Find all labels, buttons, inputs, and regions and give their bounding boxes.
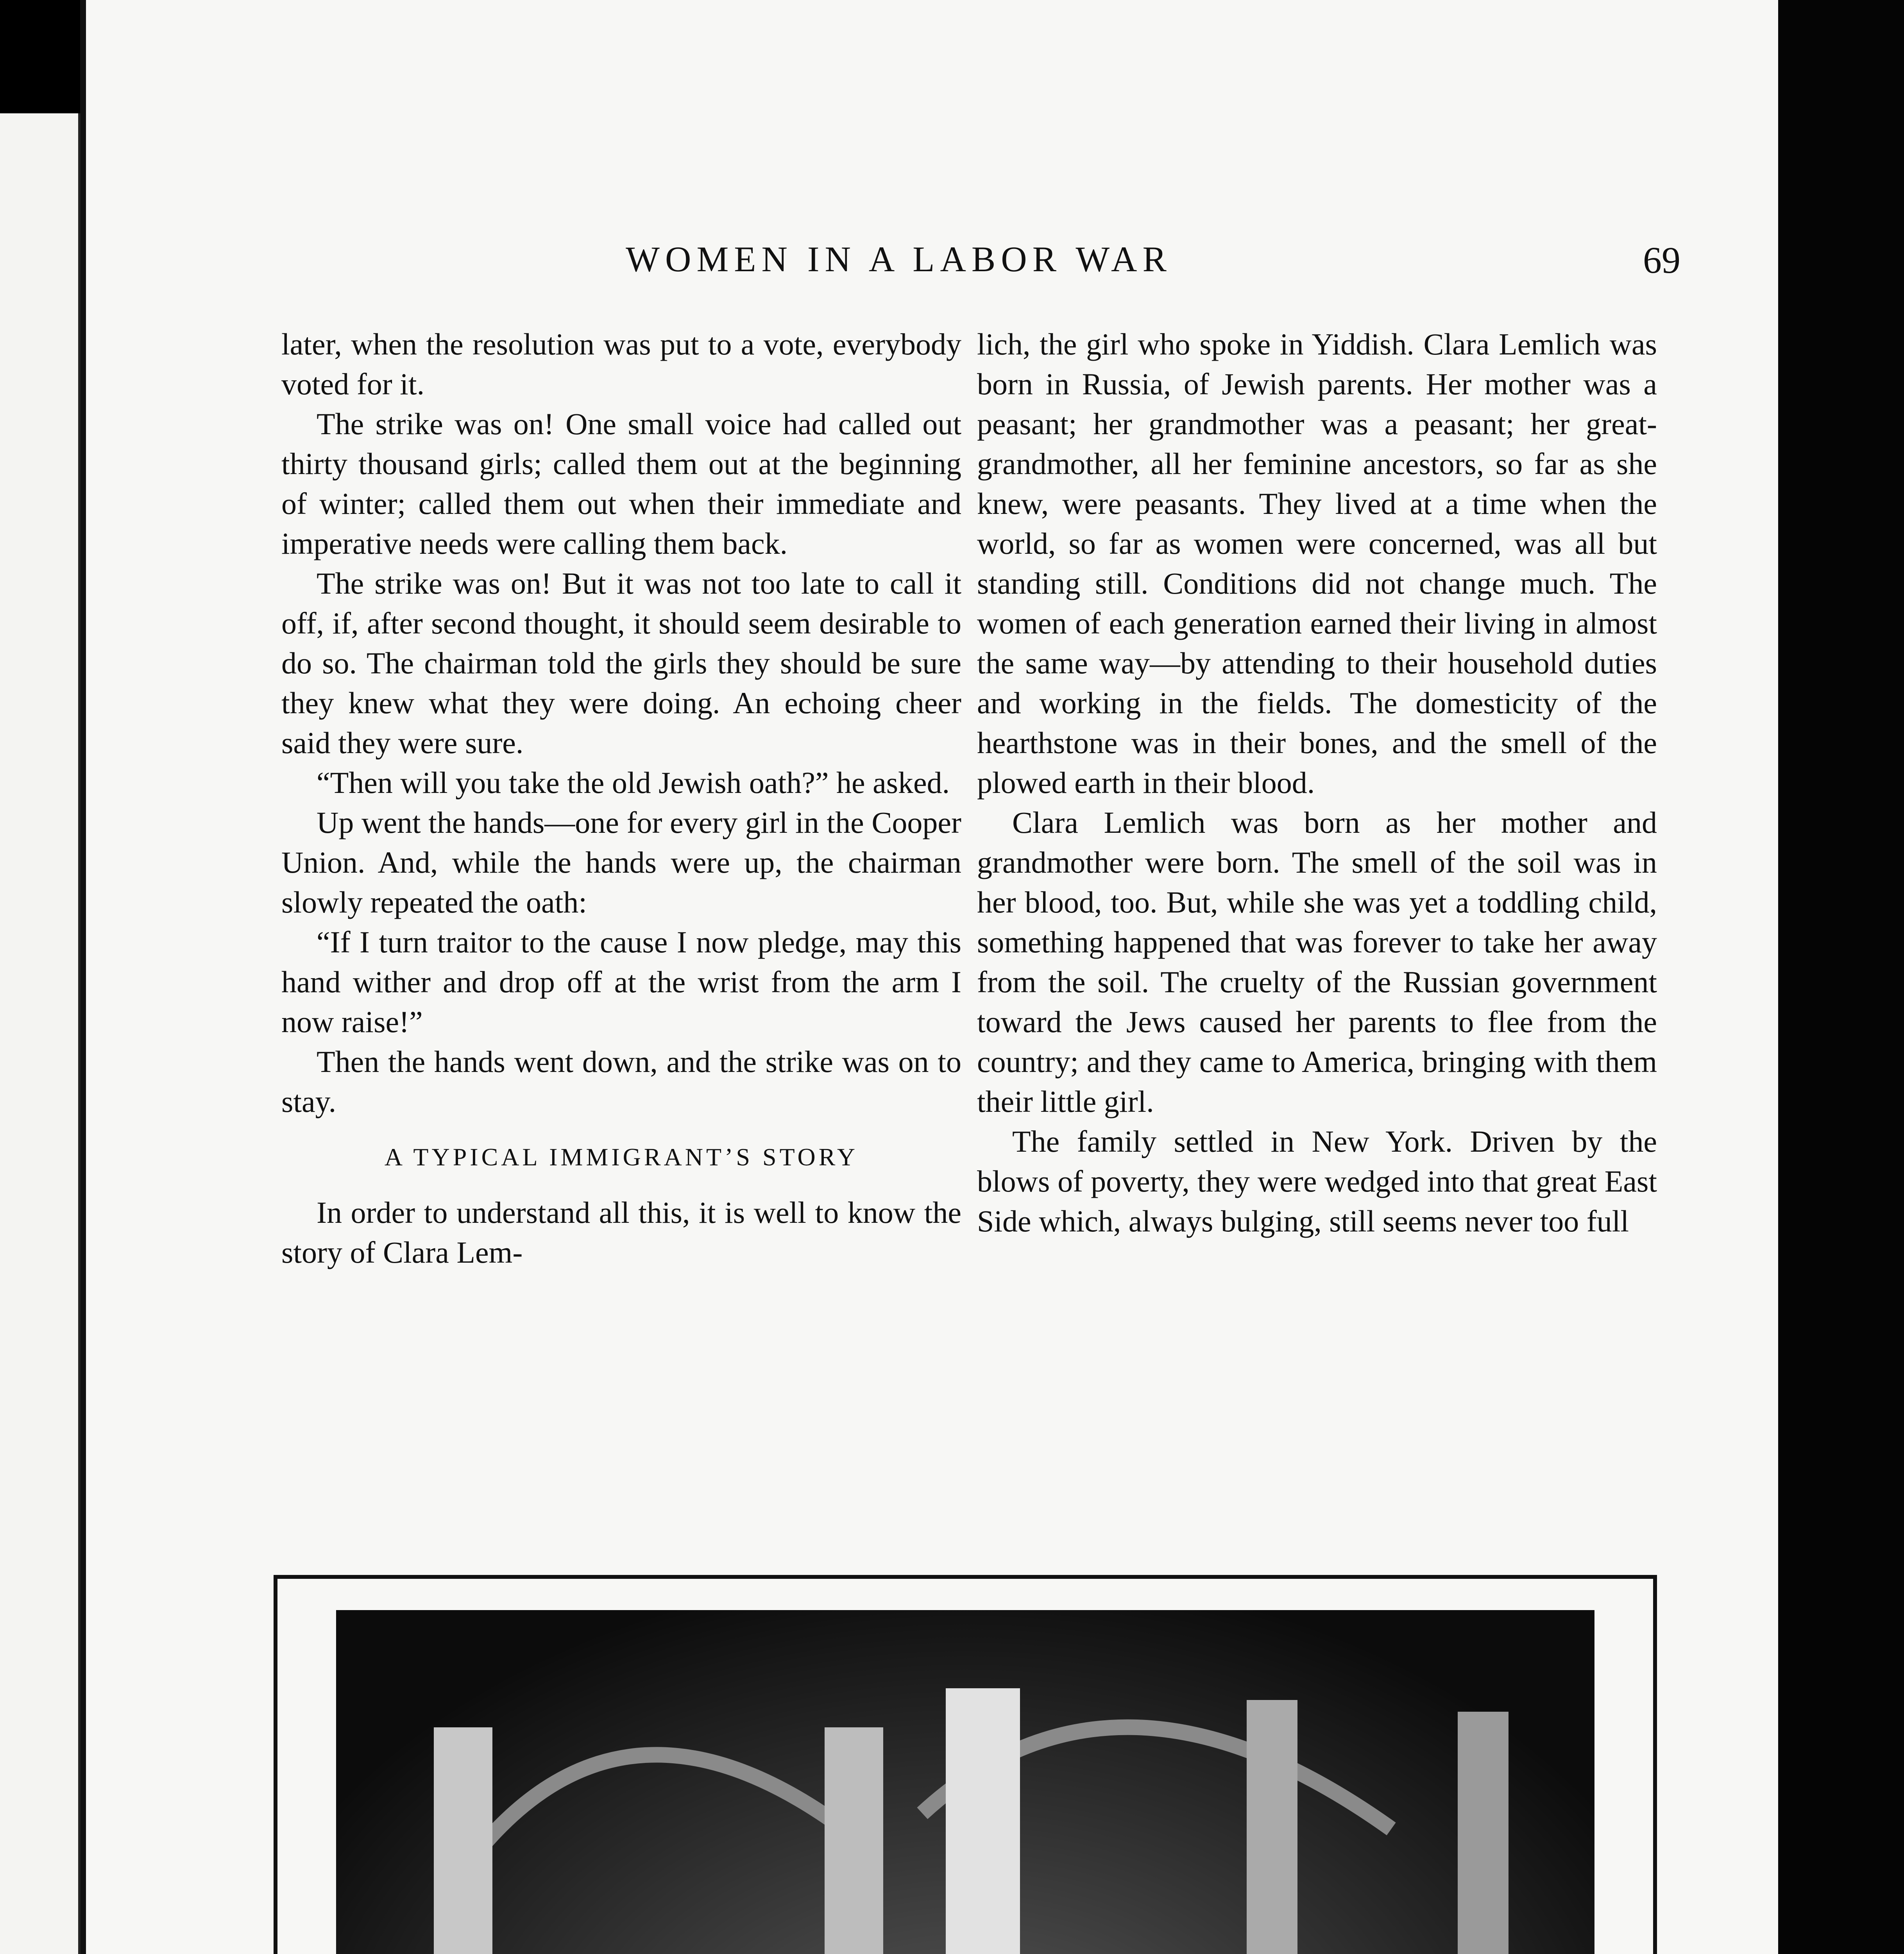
paragraph: “Then will you take the old Jewish oath?” he asked. — [317, 766, 950, 800]
photo-illustration — [336, 1610, 1594, 1954]
section-subhead: A TYPICAL IMMIGRANT’S STORY — [384, 1143, 859, 1171]
scan-background — [1778, 0, 1904, 1954]
paragraph: Up went the hands—one for every girl in the Cooper Union. And, while the hands were up, the chairman slowly repeated the oath: — [281, 805, 961, 919]
paragraph: lich, the girl who spoke in Yiddish. Clara Lemlich was born in Russia, of Jewish parents. Her mother was a peasant; her grandmother was a peasant; her great-grandmother, all her feminine ancestors, so far as she knew, were peasants. They lived at a time when the world, so far as women were concerned, was all but standing still. Conditions did not change much. The women of each generation earned their living in almost the same way—by attending to their household duties and working in the fields. The domesticity of the hearthstone was in their bones, and the smell of the plowed earth in their blood. — [977, 327, 1657, 800]
paragraph: “If I turn traitor to the cause I now pledge, may this hand wither and drop off at the wrist from the arm I now raise!” — [281, 925, 961, 1039]
facing-page-edge — [0, 113, 81, 1954]
paragraph: The strike was on! One small voice had called out thirty thousand girls; called them out at the beginning of winter; called them out when their immediate and imperative needs were calling them back. — [281, 407, 961, 560]
running-head: WOMEN IN A LABOR WAR — [626, 239, 1172, 279]
paragraph: In order to understand all this, it is well to know the story of Clara Lem- — [281, 1195, 961, 1269]
paragraph: Then the hands went down, and the strike was on to stay. — [281, 1045, 961, 1118]
left-column — [281, 324, 961, 1272]
paragraph: later, when the resolution was put to a vote, everybody voted for it. — [281, 327, 961, 401]
page-number: 69 — [1643, 239, 1680, 281]
meeting-photograph — [336, 1610, 1594, 1954]
paragraph: Clara Lemlich was born as her mother and grandmother were born. The smell of the soil was in her blood, too. But, while she was yet a toddling child, something happened that was forever to take her away from the soil. The cruelty of the Russian government toward the Jews caused her parents to flee from the country; and they came to America, bringing with them their little girl. — [977, 805, 1657, 1118]
paragraph: The family settled in New York. Driven by the blows of poverty, they were wedged into that great East Side which, always bulging, still seems never too full — [977, 1124, 1657, 1238]
paragraph: The strike was on! But it was not too late to call it off, if, after second thought, it should seem desirable to do so. The chairman told the girls they should be sure they knew what they were doing. An echoing cheer said they were sure. — [281, 566, 961, 760]
right-column — [977, 324, 1657, 1241]
photo-frame — [274, 1575, 1657, 1954]
